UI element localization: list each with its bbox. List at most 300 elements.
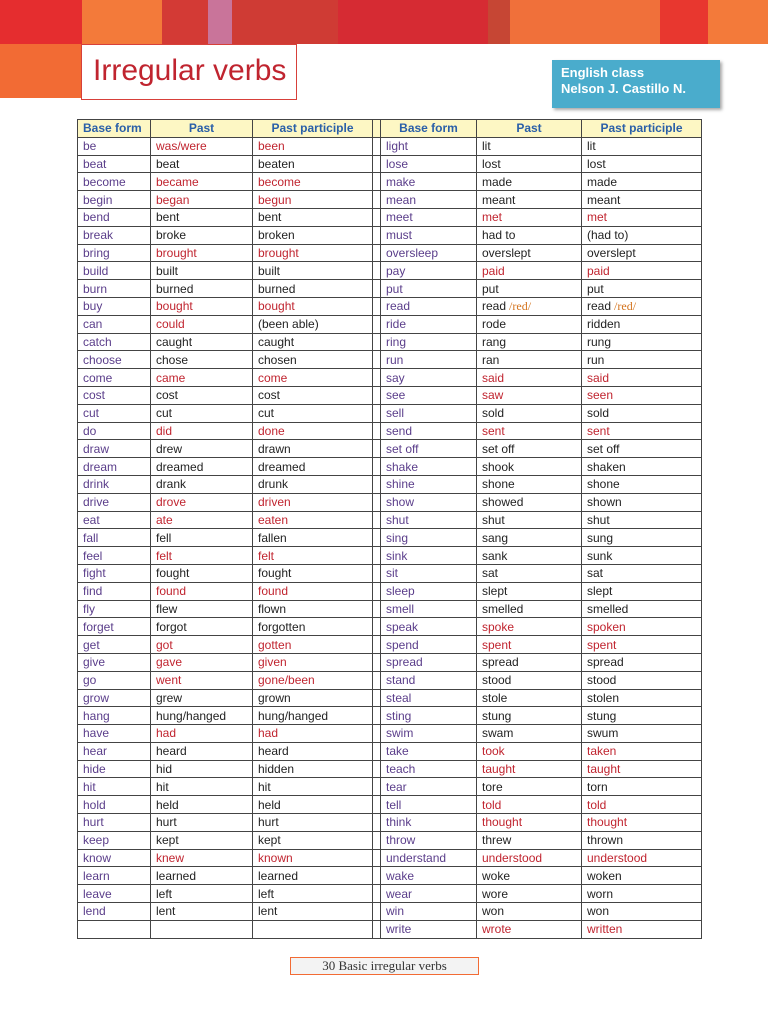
right-past-cell: slept <box>477 582 582 600</box>
table-row <box>78 920 702 938</box>
left-base-form-cell: hear <box>78 742 151 760</box>
left-base-form-cell: drive <box>78 493 151 511</box>
left-past-cell: came <box>151 369 253 387</box>
right-past-cell: ran <box>477 351 582 369</box>
right-past-cell: set off <box>477 440 582 458</box>
column-separator <box>373 920 381 938</box>
left-past-participle-cell: done <box>253 422 373 440</box>
table-row <box>78 155 702 173</box>
right-base-form-cell: take <box>381 742 477 760</box>
table-row <box>78 814 702 832</box>
left-base-form-cell: get <box>78 636 151 654</box>
right-base-form-cell: sit <box>381 564 477 582</box>
teacher-name: Nelson J. Castillo N. <box>561 81 686 96</box>
column-separator <box>373 351 381 369</box>
left-base-form-cell: build <box>78 262 151 280</box>
right-past-participle-cell: set off <box>582 440 702 458</box>
column-separator <box>373 226 381 244</box>
left-base-form-cell: eat <box>78 511 151 529</box>
table-row <box>78 636 702 654</box>
right-base-form-cell: write <box>381 920 477 938</box>
table-row <box>78 280 702 298</box>
left-past-cell: found <box>151 582 253 600</box>
left-past-participle-cell: lent <box>253 903 373 921</box>
left-base-form-cell: begin <box>78 191 151 209</box>
left-past-participle-cell: forgotten <box>253 618 373 636</box>
left-past-participle-cell: gotten <box>253 636 373 654</box>
right-past-cell: met <box>477 208 582 226</box>
column-separator <box>373 778 381 796</box>
left-base-form-cell: grow <box>78 689 151 707</box>
right-past-cell: lost <box>477 155 582 173</box>
right-past-participle-cell: sat <box>582 564 702 582</box>
left-past-cell: bent <box>151 208 253 226</box>
left-past-cell: did <box>151 422 253 440</box>
page-title: Irregular verbs <box>93 54 287 87</box>
right-past-cell: swam <box>477 725 582 743</box>
left-past-participle-cell: dreamed <box>253 458 373 476</box>
left-past-participle-cell: been <box>253 137 373 155</box>
left-past-cell: could <box>151 315 253 333</box>
table-row <box>78 262 702 280</box>
left-past-participle-cell <box>253 920 373 938</box>
left-past-participle-cell: fallen <box>253 529 373 547</box>
column-separator <box>373 618 381 636</box>
left-base-form-cell: break <box>78 226 151 244</box>
left-past-cell: brought <box>151 244 253 262</box>
left-past-participle-cell: hung/hanged <box>253 707 373 725</box>
right-past-participle-cell: said <box>582 369 702 387</box>
right-past-participle-cell: spread <box>582 653 702 671</box>
left-past-participle-cell: caught <box>253 333 373 351</box>
table-row <box>78 458 702 476</box>
right-past-cell: stole <box>477 689 582 707</box>
header-past-2: Past <box>477 120 582 138</box>
table-row <box>78 600 702 618</box>
left-base-form-cell: fly <box>78 600 151 618</box>
left-past-participle-cell: hit <box>253 778 373 796</box>
column-separator <box>373 867 381 885</box>
right-base-form-cell: sting <box>381 707 477 725</box>
right-past-participle-cell: ridden <box>582 315 702 333</box>
right-base-form-cell: ring <box>381 333 477 351</box>
right-past-cell: spent <box>477 636 582 654</box>
right-past-cell: sent <box>477 422 582 440</box>
right-past-cell: stood <box>477 671 582 689</box>
right-base-form-cell: put <box>381 280 477 298</box>
title-box <box>81 44 297 100</box>
right-base-form-cell: lose <box>381 155 477 173</box>
left-past-participle-cell: cost <box>253 386 373 404</box>
table-row <box>78 671 702 689</box>
left-past-cell: became <box>151 173 253 191</box>
left-past-cell: beat <box>151 155 253 173</box>
right-past-cell: put <box>477 280 582 298</box>
left-past-cell: gave <box>151 653 253 671</box>
right-base-form-cell: sleep <box>381 582 477 600</box>
right-past-cell: smelled <box>477 600 582 618</box>
left-past-participle-cell: felt <box>253 547 373 565</box>
left-past-cell: was/were <box>151 137 253 155</box>
left-base-form-cell: buy <box>78 297 151 315</box>
left-base-form-cell: be <box>78 137 151 155</box>
left-past-cell: broke <box>151 226 253 244</box>
right-past-participle-cell: shut <box>582 511 702 529</box>
table-row <box>78 582 702 600</box>
left-past-cell: drew <box>151 440 253 458</box>
column-separator <box>373 244 381 262</box>
left-base-form-cell: learn <box>78 867 151 885</box>
left-past-cell: cost <box>151 386 253 404</box>
right-base-form-cell: say <box>381 369 477 387</box>
footer-caption: 30 Basic irregular verbs <box>290 957 479 975</box>
left-past-participle-cell: bought <box>253 297 373 315</box>
column-separator <box>373 120 381 138</box>
right-base-form-cell: mean <box>381 191 477 209</box>
left-base-form-cell: hold <box>78 796 151 814</box>
right-past-participle-cell: sold <box>582 404 702 422</box>
left-past-cell: forgot <box>151 618 253 636</box>
left-past-participle-cell: (been able) <box>253 315 373 333</box>
right-past-participle-cell: understood <box>582 849 702 867</box>
table-row <box>78 796 702 814</box>
table-row <box>78 333 702 351</box>
left-base-form-cell: give <box>78 653 151 671</box>
column-separator <box>373 191 381 209</box>
left-past-cell: cut <box>151 404 253 422</box>
left-past-cell: burned <box>151 280 253 298</box>
left-past-cell <box>151 920 253 938</box>
right-past-participle-cell: taught <box>582 760 702 778</box>
left-past-participle-cell: driven <box>253 493 373 511</box>
left-past-cell: had <box>151 725 253 743</box>
table-row <box>78 511 702 529</box>
left-past-participle-cell: found <box>253 582 373 600</box>
left-past-participle-cell: brought <box>253 244 373 262</box>
right-past-cell: showed <box>477 493 582 511</box>
right-past-cell: spoke <box>477 618 582 636</box>
right-past-cell: took <box>477 742 582 760</box>
right-past-participle-cell: shaken <box>582 458 702 476</box>
left-base-form-cell: lend <box>78 903 151 921</box>
table-row <box>78 208 702 226</box>
header-past-participle: Past participle <box>253 120 373 138</box>
column-separator <box>373 636 381 654</box>
left-past-participle-cell: had <box>253 725 373 743</box>
right-past-cell: woke <box>477 867 582 885</box>
left-base-form-cell: know <box>78 849 151 867</box>
header-base-form: Base form <box>78 120 151 138</box>
right-past-participle-cell: overslept <box>582 244 702 262</box>
right-past-participle-cell: stung <box>582 707 702 725</box>
table-row <box>78 386 702 404</box>
right-base-form-cell: send <box>381 422 477 440</box>
column-separator <box>373 831 381 849</box>
right-base-form-cell: wear <box>381 885 477 903</box>
class-name: English class <box>561 65 645 80</box>
left-past-cell: got <box>151 636 253 654</box>
right-past-cell: won <box>477 903 582 921</box>
right-base-form-cell: think <box>381 814 477 832</box>
right-past-cell: taught <box>477 760 582 778</box>
table-row <box>78 707 702 725</box>
right-past-participle-cell: won <box>582 903 702 921</box>
right-base-form-cell: meet <box>381 208 477 226</box>
left-past-cell: began <box>151 191 253 209</box>
column-separator <box>373 280 381 298</box>
column-separator <box>373 315 381 333</box>
right-base-form-cell: shine <box>381 475 477 493</box>
left-past-participle-cell: heard <box>253 742 373 760</box>
table-row <box>78 351 702 369</box>
table-row <box>78 297 702 315</box>
left-base-form-cell: can <box>78 315 151 333</box>
column-separator <box>373 155 381 173</box>
column-separator <box>373 386 381 404</box>
right-base-form-cell: spend <box>381 636 477 654</box>
table-row <box>78 137 702 155</box>
column-separator <box>373 885 381 903</box>
column-separator <box>373 849 381 867</box>
column-separator <box>373 529 381 547</box>
left-past-participle-cell: drawn <box>253 440 373 458</box>
right-past-cell: saw <box>477 386 582 404</box>
right-base-form-cell: spread <box>381 653 477 671</box>
right-base-form-cell: sing <box>381 529 477 547</box>
right-base-form-cell: show <box>381 493 477 511</box>
left-base-form-cell: hurt <box>78 814 151 832</box>
column-separator <box>373 600 381 618</box>
right-base-form-cell: ride <box>381 315 477 333</box>
left-past-participle-cell: eaten <box>253 511 373 529</box>
right-base-form-cell: smell <box>381 600 477 618</box>
right-past-participle-cell: lit <box>582 137 702 155</box>
left-past-cell: felt <box>151 547 253 565</box>
header-past: Past <box>151 120 253 138</box>
left-base-form-cell: become <box>78 173 151 191</box>
column-separator <box>373 814 381 832</box>
table-header-row <box>78 120 702 138</box>
right-past-participle-cell: lost <box>582 155 702 173</box>
left-past-cell: drove <box>151 493 253 511</box>
left-past-cell: dreamed <box>151 458 253 476</box>
column-separator <box>373 742 381 760</box>
left-past-cell: drank <box>151 475 253 493</box>
right-base-form-cell: must <box>381 226 477 244</box>
right-base-form-cell: stand <box>381 671 477 689</box>
right-base-form-cell: wake <box>381 867 477 885</box>
right-past-cell: said <box>477 369 582 387</box>
left-base-form-cell: choose <box>78 351 151 369</box>
right-past-participle-cell: seen <box>582 386 702 404</box>
table-row <box>78 369 702 387</box>
right-past-participle-cell: met <box>582 208 702 226</box>
right-past-cell: read /red/ <box>477 297 582 315</box>
left-past-cell: learned <box>151 867 253 885</box>
right-past-participle-cell: worn <box>582 885 702 903</box>
right-base-form-cell: speak <box>381 618 477 636</box>
column-separator <box>373 369 381 387</box>
right-past-cell: paid <box>477 262 582 280</box>
left-past-cell: built <box>151 262 253 280</box>
right-past-participle-cell: thought <box>582 814 702 832</box>
left-past-participle-cell: given <box>253 653 373 671</box>
column-separator <box>373 653 381 671</box>
right-past-participle-cell: stolen <box>582 689 702 707</box>
right-base-form-cell: sell <box>381 404 477 422</box>
left-base-form-cell: hide <box>78 760 151 778</box>
column-separator <box>373 493 381 511</box>
pronunciation-note: /red/ <box>611 299 637 314</box>
table-row <box>78 564 702 582</box>
right-base-form-cell: pay <box>381 262 477 280</box>
left-past-cell: heard <box>151 742 253 760</box>
table-row <box>78 422 702 440</box>
right-past-cell: sat <box>477 564 582 582</box>
right-past-cell: threw <box>477 831 582 849</box>
irregular-verbs-table <box>77 119 702 939</box>
right-past-participle-cell: sunk <box>582 547 702 565</box>
left-past-participle-cell: bent <box>253 208 373 226</box>
left-past-cell: caught <box>151 333 253 351</box>
right-past-participle-cell: sent <box>582 422 702 440</box>
right-past-participle-cell: run <box>582 351 702 369</box>
right-past-cell: shook <box>477 458 582 476</box>
column-separator <box>373 173 381 191</box>
header-base-form-2: Base form <box>381 120 477 138</box>
right-base-form-cell: tell <box>381 796 477 814</box>
right-past-cell: had to <box>477 226 582 244</box>
left-base-form-cell: feel <box>78 547 151 565</box>
left-past-cell: knew <box>151 849 253 867</box>
right-past-participle-cell: told <box>582 796 702 814</box>
header-past-participle-2: Past participle <box>582 120 702 138</box>
right-past-participle-cell: spent <box>582 636 702 654</box>
left-base-form-cell: fight <box>78 564 151 582</box>
right-past-participle-cell: stood <box>582 671 702 689</box>
column-separator <box>373 760 381 778</box>
top-color-bar <box>0 0 768 44</box>
left-base-form-cell: hit <box>78 778 151 796</box>
left-base-form-cell: keep <box>78 831 151 849</box>
left-base-form-cell: forget <box>78 618 151 636</box>
left-base-form-cell: hang <box>78 707 151 725</box>
table-row <box>78 191 702 209</box>
right-past-participle-cell: spoken <box>582 618 702 636</box>
right-past-cell: told <box>477 796 582 814</box>
column-separator <box>373 671 381 689</box>
right-base-form-cell: understand <box>381 849 477 867</box>
left-base-form-cell: cost <box>78 386 151 404</box>
column-separator <box>373 796 381 814</box>
right-past-cell: shut <box>477 511 582 529</box>
left-past-participle-cell: learned <box>253 867 373 885</box>
right-base-form-cell: oversleep <box>381 244 477 262</box>
right-past-participle-cell: torn <box>582 778 702 796</box>
table-row <box>78 618 702 636</box>
right-past-cell: sold <box>477 404 582 422</box>
right-past-cell: tore <box>477 778 582 796</box>
table-row <box>78 244 702 262</box>
right-base-form-cell: shake <box>381 458 477 476</box>
pronunciation-note: /red/ <box>506 299 532 314</box>
right-past-cell: lit <box>477 137 582 155</box>
right-past-participle-cell: smelled <box>582 600 702 618</box>
right-past-participle-cell: (had to) <box>582 226 702 244</box>
right-past-participle-cell: written <box>582 920 702 938</box>
right-past-participle-cell: shone <box>582 475 702 493</box>
right-past-cell: rang <box>477 333 582 351</box>
right-base-form-cell: win <box>381 903 477 921</box>
table-row <box>78 315 702 333</box>
left-base-form-cell: draw <box>78 440 151 458</box>
left-past-participle-cell: kept <box>253 831 373 849</box>
column-separator <box>373 333 381 351</box>
column-separator <box>373 422 381 440</box>
right-past-cell: sank <box>477 547 582 565</box>
table-row <box>78 493 702 511</box>
left-past-cell: hit <box>151 778 253 796</box>
left-past-participle-cell: come <box>253 369 373 387</box>
right-past-cell: understood <box>477 849 582 867</box>
right-past-cell: made <box>477 173 582 191</box>
left-past-participle-cell: broken <box>253 226 373 244</box>
table-row <box>78 440 702 458</box>
table-row <box>78 226 702 244</box>
right-past-cell: sang <box>477 529 582 547</box>
left-past-participle-cell: beaten <box>253 155 373 173</box>
left-base-form-cell: burn <box>78 280 151 298</box>
right-base-form-cell: make <box>381 173 477 191</box>
right-base-form-cell: swim <box>381 725 477 743</box>
left-past-cell: hid <box>151 760 253 778</box>
left-accent-bar <box>0 44 81 98</box>
right-base-form-cell: run <box>381 351 477 369</box>
table-row <box>78 760 702 778</box>
left-past-cell: hurt <box>151 814 253 832</box>
right-past-participle-cell: made <box>582 173 702 191</box>
left-past-participle-cell: held <box>253 796 373 814</box>
column-separator <box>373 458 381 476</box>
table-row <box>78 173 702 191</box>
right-base-form-cell: shut <box>381 511 477 529</box>
right-base-form-cell: see <box>381 386 477 404</box>
left-past-participle-cell: gone/been <box>253 671 373 689</box>
left-past-participle-cell: hurt <box>253 814 373 832</box>
left-past-cell: fell <box>151 529 253 547</box>
left-base-form-cell: drink <box>78 475 151 493</box>
right-base-form-cell: tear <box>381 778 477 796</box>
left-base-form-cell: do <box>78 422 151 440</box>
left-past-cell: held <box>151 796 253 814</box>
left-base-form-cell: find <box>78 582 151 600</box>
table-row <box>78 885 702 903</box>
left-past-participle-cell: burned <box>253 280 373 298</box>
left-base-form-cell: go <box>78 671 151 689</box>
right-past-participle-cell: read /red/ <box>582 297 702 315</box>
right-past-cell: wore <box>477 885 582 903</box>
right-past-participle-cell: meant <box>582 191 702 209</box>
left-past-participle-cell: fought <box>253 564 373 582</box>
right-past-cell: overslept <box>477 244 582 262</box>
left-past-cell: hung/hanged <box>151 707 253 725</box>
table-row <box>78 867 702 885</box>
left-past-cell: left <box>151 885 253 903</box>
column-separator <box>373 903 381 921</box>
table-row <box>78 547 702 565</box>
left-past-cell: kept <box>151 831 253 849</box>
class-info-box <box>552 60 720 108</box>
